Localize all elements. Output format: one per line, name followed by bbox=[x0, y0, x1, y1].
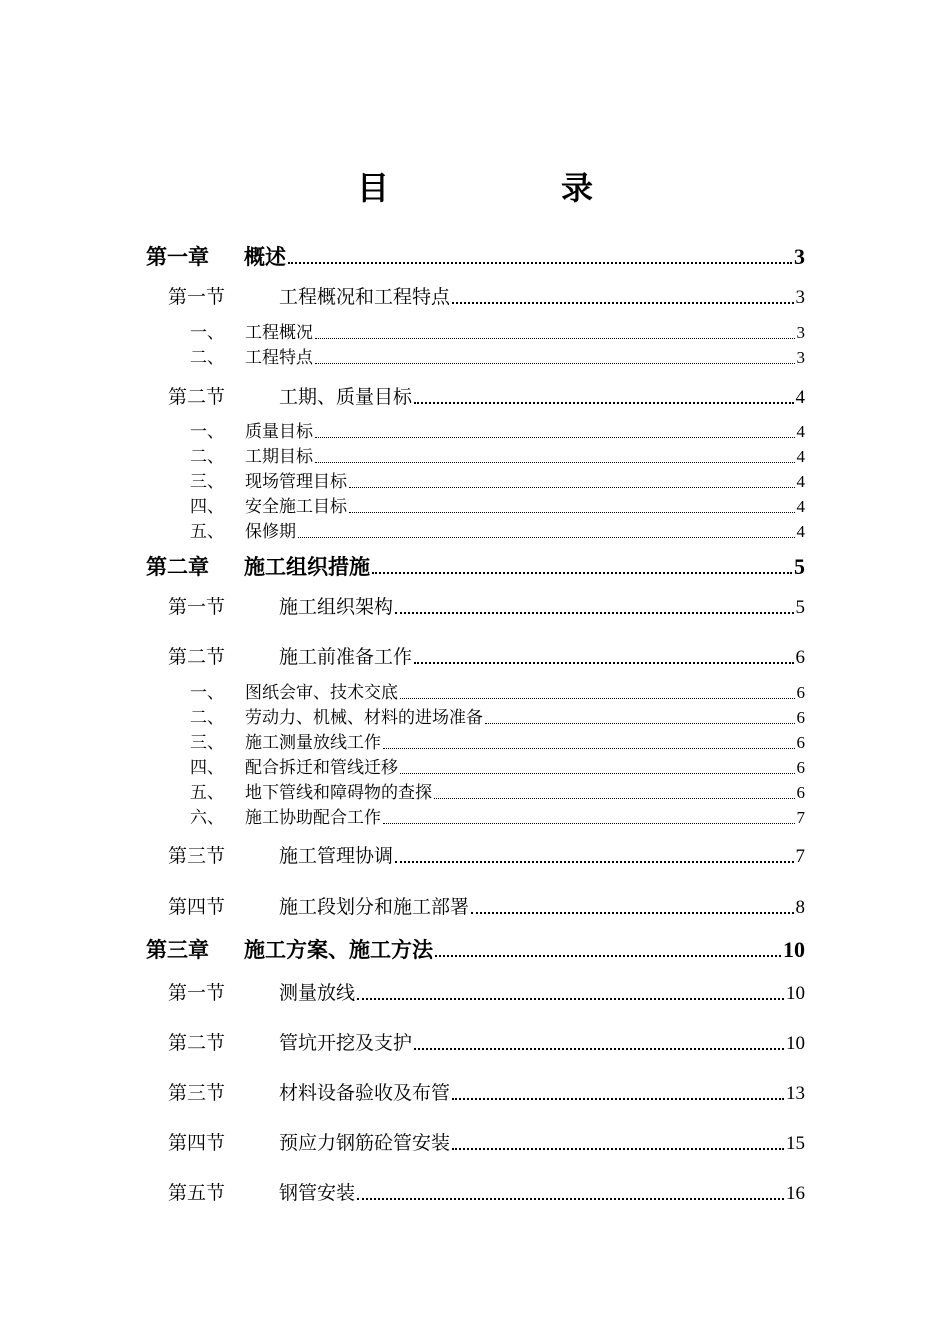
toc-dot-leader bbox=[298, 537, 795, 538]
toc-page-number: 3 bbox=[796, 323, 805, 342]
toc-page-number: 5 bbox=[794, 554, 805, 579]
toc-page-number: 6 bbox=[796, 758, 805, 777]
toc-dot-leader bbox=[400, 773, 795, 774]
toc-entry-section[interactable] bbox=[168, 843, 805, 869]
toc-entry-item[interactable] bbox=[190, 807, 805, 829]
toc-page-number: 7 bbox=[795, 846, 805, 867]
toc-entry-number: 二、 bbox=[190, 447, 224, 467]
toc-entry-number: 一、 bbox=[190, 422, 224, 442]
toc-entry-title: 工程概况 bbox=[245, 323, 313, 343]
toc-page-number: 3 bbox=[795, 287, 805, 308]
toc-entry-title: 现场管理目标 bbox=[245, 472, 347, 492]
toc-entry-title: 工程概况和工程特点 bbox=[279, 286, 451, 308]
toc-entry-number: 一、 bbox=[190, 683, 224, 703]
toc-entry-number: 第二节 bbox=[168, 386, 226, 408]
toc-page-number: 4 bbox=[796, 497, 805, 516]
toc-dot-leader bbox=[414, 402, 793, 404]
toc-entry-chapter[interactable] bbox=[146, 937, 805, 963]
toc-entry-number: 第三章 bbox=[146, 938, 209, 962]
toc-entry-item[interactable] bbox=[190, 707, 805, 729]
toc-page-number: 6 bbox=[796, 783, 805, 802]
toc-page-number: 16 bbox=[786, 1183, 805, 1204]
toc-entry-number: 第四节 bbox=[168, 1132, 226, 1154]
toc-dot-leader bbox=[372, 572, 792, 574]
toc-entry-section[interactable] bbox=[168, 284, 805, 310]
toc-entry-title: 管坑开挖及支护 bbox=[279, 1032, 413, 1054]
toc-entry-title: 施工测量放线工作 bbox=[245, 733, 381, 753]
toc-page-number: 4 bbox=[796, 422, 805, 441]
toc-page-number: 5 bbox=[795, 597, 805, 618]
toc-page-number: 4 bbox=[796, 472, 805, 491]
toc-entry-number: 第四节 bbox=[168, 896, 226, 918]
toc-entry-title: 施工段划分和施工部署 bbox=[279, 896, 470, 918]
toc-entry-title: 施工管理协调 bbox=[279, 845, 394, 867]
toc-entry-title: 劳动力、机械、材料的进场准备 bbox=[245, 708, 483, 728]
toc-entry-title: 预应力钢筋砼管安装 bbox=[279, 1132, 451, 1154]
toc-dot-leader bbox=[414, 662, 793, 664]
toc-entry-title: 工程特点 bbox=[245, 348, 313, 368]
toc-entry-title: 工期、质量目标 bbox=[279, 386, 413, 408]
toc-entry-title: 配合拆迁和管线迁移 bbox=[245, 758, 398, 778]
toc-dot-leader bbox=[315, 338, 795, 339]
toc-page-number: 4 bbox=[796, 522, 805, 541]
toc-dot-leader bbox=[452, 302, 793, 304]
toc-dot-leader bbox=[395, 861, 793, 863]
toc-dot-leader bbox=[357, 1198, 784, 1200]
toc-entry-item[interactable] bbox=[190, 682, 805, 704]
toc-entry-number: 第一节 bbox=[168, 982, 226, 1004]
toc-page-number: 10 bbox=[783, 937, 805, 962]
toc-page-number: 10 bbox=[786, 1033, 805, 1054]
toc-dot-leader bbox=[315, 462, 795, 463]
toc-entry-number: 一、 bbox=[190, 323, 224, 343]
toc-dot-leader bbox=[395, 612, 793, 614]
toc-dot-leader bbox=[383, 823, 795, 824]
toc-entry-item[interactable] bbox=[190, 421, 805, 443]
toc-entry-section[interactable] bbox=[168, 894, 805, 920]
toc-entry-section[interactable] bbox=[168, 1030, 805, 1056]
page-title: 目 录 bbox=[356, 169, 663, 207]
toc-entry-number: 三、 bbox=[190, 472, 224, 492]
toc-page-number: 13 bbox=[786, 1083, 805, 1104]
toc-entry-item[interactable] bbox=[190, 322, 805, 344]
toc-page-number: 6 bbox=[796, 733, 805, 752]
toc-dot-leader bbox=[349, 487, 795, 488]
toc-entry-title: 图纸会审、技术交底 bbox=[245, 683, 398, 703]
toc-entry-chapter[interactable] bbox=[146, 554, 805, 580]
toc-page-number: 4 bbox=[796, 447, 805, 466]
toc-entry-number: 四、 bbox=[190, 497, 224, 517]
toc-entry-item[interactable] bbox=[190, 446, 805, 468]
toc-dot-leader bbox=[434, 798, 795, 799]
toc-entry-title: 施工方案、施工方法 bbox=[244, 938, 433, 962]
toc-entry-title: 工期目标 bbox=[245, 447, 313, 467]
toc-entry-title: 质量目标 bbox=[245, 422, 313, 442]
toc-entry-number: 第一节 bbox=[168, 286, 226, 308]
toc-entry-title: 地下管线和障碍物的查探 bbox=[245, 783, 432, 803]
toc-entry-section[interactable] bbox=[168, 980, 805, 1006]
toc-dot-leader bbox=[452, 1098, 784, 1100]
toc-page-number: 15 bbox=[786, 1133, 805, 1154]
toc-dot-leader bbox=[315, 437, 795, 438]
toc-entry-section[interactable] bbox=[168, 1180, 805, 1206]
toc-entry-number: 五、 bbox=[190, 783, 224, 803]
toc-page-number: 3 bbox=[794, 244, 805, 269]
toc-entry-item[interactable] bbox=[190, 496, 805, 518]
toc-entry-number: 第二节 bbox=[168, 646, 226, 668]
toc-entry-number: 第一章 bbox=[146, 245, 209, 269]
toc-entry-title: 概述 bbox=[244, 245, 286, 269]
toc-page-number: 7 bbox=[796, 808, 805, 827]
toc-dot-leader bbox=[400, 698, 795, 699]
toc-entry-number: 第二章 bbox=[146, 555, 209, 579]
toc-entry-section[interactable] bbox=[168, 384, 805, 410]
toc-page-number: 8 bbox=[795, 897, 805, 918]
toc-dot-leader bbox=[357, 998, 784, 1000]
toc-dot-leader bbox=[485, 723, 795, 724]
toc-entry-title: 保修期 bbox=[245, 522, 296, 542]
toc-entry-item[interactable] bbox=[190, 521, 805, 543]
toc-entry-number: 四、 bbox=[190, 758, 224, 778]
toc-entry-number: 三、 bbox=[190, 733, 224, 753]
toc-entry-section[interactable] bbox=[168, 594, 805, 620]
toc-entry-item[interactable] bbox=[190, 782, 805, 804]
toc-page-number: 6 bbox=[795, 647, 805, 668]
toc-page-number: 3 bbox=[796, 348, 805, 367]
toc-entry-title: 安全施工目标 bbox=[245, 497, 347, 517]
toc-entry-title: 施工组织架构 bbox=[279, 596, 394, 618]
toc-entry-number: 六、 bbox=[190, 808, 224, 828]
toc-page-number: 6 bbox=[796, 708, 805, 727]
toc-entry-number: 二、 bbox=[190, 708, 224, 728]
toc-entry-title: 材料设备验收及布管 bbox=[279, 1082, 451, 1104]
toc-entry-number: 第三节 bbox=[168, 845, 226, 867]
toc-entry-title: 钢管安装 bbox=[279, 1182, 356, 1204]
toc-entry-item[interactable] bbox=[190, 732, 805, 754]
toc-entry-number: 第五节 bbox=[168, 1182, 226, 1204]
toc-entry-item[interactable] bbox=[190, 471, 805, 493]
toc-page-number: 4 bbox=[795, 387, 805, 408]
toc-entry-title: 施工组织措施 bbox=[244, 555, 370, 579]
toc-entry-number: 二、 bbox=[190, 348, 224, 368]
toc-entry-title: 测量放线 bbox=[279, 982, 356, 1004]
toc-dot-leader bbox=[414, 1048, 784, 1050]
toc-entry-section[interactable] bbox=[168, 644, 805, 670]
toc-dot-leader bbox=[315, 363, 795, 364]
toc-entry-title: 施工协助配合工作 bbox=[245, 808, 381, 828]
toc-entry-section[interactable] bbox=[168, 1080, 805, 1106]
toc-entry-title: 施工前准备工作 bbox=[279, 646, 413, 668]
toc-dot-leader bbox=[471, 912, 793, 914]
toc-entry-number: 第二节 bbox=[168, 1032, 226, 1054]
toc-dot-leader bbox=[288, 262, 792, 264]
toc-page-number: 10 bbox=[786, 983, 805, 1004]
toc-entry-chapter[interactable] bbox=[146, 244, 805, 270]
toc-entry-number: 第一节 bbox=[168, 596, 226, 618]
toc-entry-number: 第三节 bbox=[168, 1082, 226, 1104]
toc-entry-item[interactable] bbox=[190, 757, 805, 779]
toc-page-number: 6 bbox=[796, 683, 805, 702]
toc-entry-section[interactable] bbox=[168, 1130, 805, 1156]
toc-dot-leader bbox=[383, 748, 795, 749]
toc-dot-leader bbox=[435, 955, 781, 957]
toc-entry-number: 五、 bbox=[190, 522, 224, 542]
toc-dot-leader bbox=[349, 512, 795, 513]
toc-dot-leader bbox=[452, 1148, 784, 1150]
toc-entry-item[interactable] bbox=[190, 347, 805, 369]
